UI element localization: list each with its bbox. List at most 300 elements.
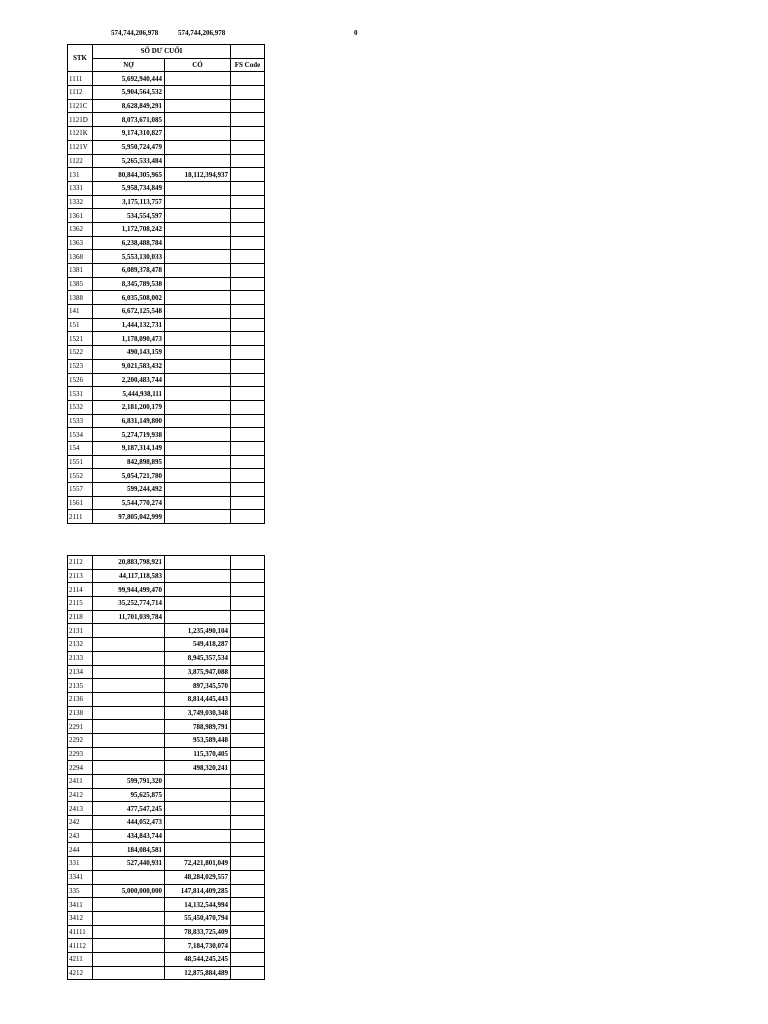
table-row: [68, 168, 265, 182]
table-row: [68, 154, 265, 168]
credit-cell: [165, 86, 231, 100]
debit-cell: 477,547,245: [93, 802, 165, 816]
debit-cell: 184,084,581: [93, 843, 165, 857]
debit-cell: 6,035,508,002: [93, 291, 165, 305]
fs-code-cell: [231, 610, 265, 624]
table-row: [68, 624, 265, 638]
header-fs-code: FS Code: [231, 58, 265, 72]
fs-code-cell: [231, 195, 265, 209]
account-code-cell: 2133: [68, 651, 93, 665]
account-code-cell: 331: [68, 857, 93, 871]
credit-cell: [165, 291, 231, 305]
credit-cell: 115,370,405: [165, 747, 231, 761]
credit-cell: [165, 816, 231, 830]
fs-code-cell: [231, 911, 265, 925]
table-1-body: [68, 72, 265, 524]
credit-cell: [165, 154, 231, 168]
account-code-cell: 3341: [68, 870, 93, 884]
account-code-cell: 1526: [68, 373, 93, 387]
credit-cell: 8,814,445,443: [165, 692, 231, 706]
fs-code-cell: [231, 692, 265, 706]
table-row: [68, 884, 265, 898]
debit-cell: 9,021,583,432: [93, 359, 165, 373]
fs-code-cell: [231, 332, 265, 346]
table-row: [68, 441, 265, 455]
credit-cell: 55,450,470,794: [165, 911, 231, 925]
fs-code-cell: [231, 455, 265, 469]
credit-cell: 897,345,570: [165, 679, 231, 693]
debit-cell: [93, 679, 165, 693]
account-code-cell: 1523: [68, 359, 93, 373]
account-code-cell: 3411: [68, 898, 93, 912]
fs-code-cell: [231, 428, 265, 442]
fs-code-cell: [231, 870, 265, 884]
account-code-cell: 244: [68, 843, 93, 857]
header-credit: CÓ: [165, 58, 231, 72]
table-row: [68, 496, 265, 510]
table-row: [68, 610, 265, 624]
debit-cell: 5,000,000,000: [93, 884, 165, 898]
fs-code-cell: [231, 236, 265, 250]
account-code-cell: 1112: [68, 86, 93, 100]
debit-cell: [93, 733, 165, 747]
debit-cell: 2,181,200,179: [93, 400, 165, 414]
credit-cell: 1,235,490,104: [165, 624, 231, 638]
fs-code-cell: [231, 222, 265, 236]
account-code-cell: 141: [68, 305, 93, 319]
fs-code-cell: [231, 925, 265, 939]
table-row: [68, 939, 265, 953]
account-code-cell: 41112: [68, 939, 93, 953]
debit-cell: 6,089,378,478: [93, 264, 165, 278]
debit-cell: 5,274,719,938: [93, 428, 165, 442]
fs-code-cell: [231, 788, 265, 802]
table-row: [68, 455, 265, 469]
fs-code-cell: [231, 250, 265, 264]
credit-cell: [165, 359, 231, 373]
account-code-cell: 151: [68, 318, 93, 332]
fs-code-cell: [231, 181, 265, 195]
credit-cell: [165, 441, 231, 455]
fs-code-cell: [231, 291, 265, 305]
fs-code-cell: [231, 583, 265, 597]
debit-cell: 5,950,724,479: [93, 140, 165, 154]
header-debit: NỢ: [93, 58, 165, 72]
fs-code-cell: [231, 802, 265, 816]
table-row: [68, 195, 265, 209]
account-code-cell: 2118: [68, 610, 93, 624]
debit-cell: 3,175,113,757: [93, 195, 165, 209]
credit-cell: 78,833,725,409: [165, 925, 231, 939]
account-code-cell: 2411: [68, 775, 93, 789]
debit-cell: 9,187,314,149: [93, 441, 165, 455]
table-row: [68, 346, 265, 360]
debit-cell: 6,831,149,800: [93, 414, 165, 428]
fs-code-cell: [231, 140, 265, 154]
credit-cell: [165, 597, 231, 611]
account-code-cell: 2412: [68, 788, 93, 802]
debit-cell: 599,244,492: [93, 483, 165, 497]
table-row: [68, 816, 265, 830]
credit-cell: [165, 209, 231, 223]
fs-code-cell: [231, 720, 265, 734]
table-row: [68, 318, 265, 332]
debit-cell: [93, 624, 165, 638]
account-code-cell: 1361: [68, 209, 93, 223]
account-code-cell: 1111: [68, 72, 93, 86]
credit-cell: 8,945,357,534: [165, 651, 231, 665]
account-code-cell: 2113: [68, 569, 93, 583]
fs-code-cell: [231, 86, 265, 100]
debit-cell: 1,178,090,473: [93, 332, 165, 346]
credit-cell: [165, 277, 231, 291]
fs-code-cell: [231, 483, 265, 497]
credit-cell: [165, 264, 231, 278]
credit-cell: [165, 510, 231, 524]
fs-code-cell: [231, 638, 265, 652]
account-code-cell: 1331: [68, 181, 93, 195]
fs-code-cell: [231, 733, 265, 747]
account-code-cell: 1121V: [68, 140, 93, 154]
table-row: [68, 250, 265, 264]
fs-code-cell: [231, 414, 265, 428]
account-code-cell: 1388: [68, 291, 93, 305]
account-code-cell: 2136: [68, 692, 93, 706]
account-code-cell: 1332: [68, 195, 93, 209]
debit-cell: [93, 747, 165, 761]
table-row: [68, 788, 265, 802]
fs-code-cell: [231, 469, 265, 483]
table-row: [68, 209, 265, 223]
fs-code-cell: [231, 665, 265, 679]
table-row: [68, 72, 265, 86]
account-code-cell: 1122: [68, 154, 93, 168]
credit-cell: [165, 556, 231, 570]
credit-cell: [165, 455, 231, 469]
table-row: [68, 775, 265, 789]
table-row: [68, 829, 265, 843]
credit-cell: 48,284,029,557: [165, 870, 231, 884]
debit-cell: 11,701,039,784: [93, 610, 165, 624]
table-row: [68, 140, 265, 154]
fs-code-cell: [231, 816, 265, 830]
account-code-cell: 2132: [68, 638, 93, 652]
balance-table-2: [67, 555, 265, 980]
account-code-cell: 2294: [68, 761, 93, 775]
table-row: [68, 597, 265, 611]
debit-cell: [93, 665, 165, 679]
table-row: [68, 373, 265, 387]
debit-cell: 6,672,125,548: [93, 305, 165, 319]
debit-cell: 599,791,320: [93, 775, 165, 789]
debit-cell: 5,265,533,484: [93, 154, 165, 168]
credit-cell: [165, 829, 231, 843]
account-code-cell: 41111: [68, 925, 93, 939]
fs-code-cell: [231, 624, 265, 638]
total-credit-label: 574,744,206,978: [178, 29, 226, 37]
credit-cell: [165, 610, 231, 624]
table-row: [68, 843, 265, 857]
table-row: [68, 651, 265, 665]
debit-cell: 490,143,159: [93, 346, 165, 360]
table-row: [68, 720, 265, 734]
table-2-body: [68, 556, 265, 980]
table-row: [68, 706, 265, 720]
table-row: [68, 870, 265, 884]
fs-code-cell: [231, 747, 265, 761]
table-row: [68, 181, 265, 195]
account-code-cell: 2135: [68, 679, 93, 693]
credit-cell: [165, 318, 231, 332]
debit-cell: 5,444,938,111: [93, 387, 165, 401]
table-row: [68, 359, 265, 373]
debit-cell: [93, 720, 165, 734]
fs-code-cell: [231, 264, 265, 278]
table-row: [68, 414, 265, 428]
debit-cell: [93, 638, 165, 652]
table-row: [68, 277, 265, 291]
account-code-cell: 1121K: [68, 127, 93, 141]
fs-code-cell: [231, 939, 265, 953]
table-row: [68, 222, 265, 236]
table-row: [68, 305, 265, 319]
debit-cell: 5,904,564,532: [93, 86, 165, 100]
account-code-cell: 2111: [68, 510, 93, 524]
credit-cell: [165, 483, 231, 497]
account-code-cell: 4211: [68, 952, 93, 966]
debit-cell: 20,883,798,921: [93, 556, 165, 570]
credit-cell: [165, 236, 231, 250]
account-code-cell: 1533: [68, 414, 93, 428]
table-row: [68, 583, 265, 597]
table-row: [68, 952, 265, 966]
credit-cell: [165, 113, 231, 127]
debit-cell: 5,553,130,033: [93, 250, 165, 264]
fs-code-cell: [231, 277, 265, 291]
account-code-cell: 1121C: [68, 99, 93, 113]
fs-code-cell: [231, 857, 265, 871]
debit-cell: [93, 939, 165, 953]
debit-cell: 434,843,744: [93, 829, 165, 843]
debit-cell: 444,052,473: [93, 816, 165, 830]
account-code-cell: 1551: [68, 455, 93, 469]
table-row: [68, 264, 265, 278]
table-row: [68, 127, 265, 141]
table-row: [68, 911, 265, 925]
fs-code-cell: [231, 966, 265, 980]
account-code-cell: 1121D: [68, 113, 93, 127]
fs-code-cell: [231, 209, 265, 223]
debit-cell: 95,625,875: [93, 788, 165, 802]
credit-cell: [165, 222, 231, 236]
table-row: [68, 428, 265, 442]
fs-code-cell: [231, 775, 265, 789]
debit-cell: 1,172,708,242: [93, 222, 165, 236]
table-row: [68, 898, 265, 912]
table-row: [68, 761, 265, 775]
account-code-cell: 154: [68, 441, 93, 455]
account-code-cell: 2114: [68, 583, 93, 597]
table-row: [68, 802, 265, 816]
credit-cell: [165, 428, 231, 442]
credit-cell: [165, 569, 231, 583]
debit-cell: [93, 925, 165, 939]
credit-cell: [165, 400, 231, 414]
account-code-cell: 2293: [68, 747, 93, 761]
table-row: [68, 483, 265, 497]
account-code-cell: 2413: [68, 802, 93, 816]
debit-cell: 5,692,940,444: [93, 72, 165, 86]
debit-cell: 2,200,483,744: [93, 373, 165, 387]
credit-cell: [165, 305, 231, 319]
fs-code-cell: [231, 387, 265, 401]
fs-code-cell: [231, 679, 265, 693]
credit-cell: [165, 583, 231, 597]
debit-cell: 97,805,042,999: [93, 510, 165, 524]
debit-cell: 5,958,734,849: [93, 181, 165, 195]
credit-cell: [165, 127, 231, 141]
debit-cell: 534,554,597: [93, 209, 165, 223]
table-row: [68, 857, 265, 871]
table-row: [68, 236, 265, 250]
fs-code-cell: [231, 168, 265, 182]
fs-code-cell: [231, 359, 265, 373]
header-empty: [231, 45, 265, 59]
fs-code-cell: [231, 898, 265, 912]
fs-code-cell: [231, 761, 265, 775]
credit-cell: 3,875,947,088: [165, 665, 231, 679]
fs-code-cell: [231, 884, 265, 898]
account-code-cell: 1532: [68, 400, 93, 414]
debit-cell: [93, 952, 165, 966]
table-row: [68, 113, 265, 127]
account-code-cell: 2134: [68, 665, 93, 679]
account-code-cell: 2131: [68, 624, 93, 638]
table-row: [68, 733, 265, 747]
credit-cell: [165, 788, 231, 802]
credit-cell: [165, 802, 231, 816]
debit-cell: [93, 651, 165, 665]
table-row: [68, 556, 265, 570]
header-stk: STK: [68, 45, 93, 72]
credit-cell: 498,320,241: [165, 761, 231, 775]
debit-cell: 8,345,789,538: [93, 277, 165, 291]
debit-cell: 8,073,671,085: [93, 113, 165, 127]
fs-code-cell: [231, 318, 265, 332]
fs-code-cell: [231, 72, 265, 86]
credit-cell: [165, 469, 231, 483]
account-code-cell: 3412: [68, 911, 93, 925]
fs-code-cell: [231, 556, 265, 570]
fs-code-cell: [231, 373, 265, 387]
credit-cell: [165, 496, 231, 510]
debit-cell: 80,844,305,965: [93, 168, 165, 182]
fs-code-cell: [231, 829, 265, 843]
debit-cell: [93, 692, 165, 706]
credit-cell: [165, 250, 231, 264]
table-row: [68, 966, 265, 980]
debit-cell: 842,898,895: [93, 455, 165, 469]
table-row: [68, 469, 265, 483]
table-row: [68, 638, 265, 652]
table-row: [68, 747, 265, 761]
credit-cell: 14,132,544,994: [165, 898, 231, 912]
account-code-cell: 1385: [68, 277, 93, 291]
fs-code-cell: [231, 400, 265, 414]
debit-cell: [93, 911, 165, 925]
credit-cell: [165, 387, 231, 401]
debit-cell: 6,238,488,784: [93, 236, 165, 250]
credit-cell: 48,544,245,245: [165, 952, 231, 966]
credit-cell: 72,421,801,049: [165, 857, 231, 871]
table-row: [68, 332, 265, 346]
credit-cell: 147,814,409,285: [165, 884, 231, 898]
credit-cell: [165, 181, 231, 195]
account-code-cell: 2112: [68, 556, 93, 570]
account-code-cell: 1381: [68, 264, 93, 278]
debit-cell: 1,444,132,731: [93, 318, 165, 332]
account-code-cell: 131: [68, 168, 93, 182]
account-code-cell: 4212: [68, 966, 93, 980]
fs-code-cell: [231, 305, 265, 319]
account-code-cell: 1363: [68, 236, 93, 250]
account-code-cell: 1368: [68, 250, 93, 264]
credit-cell: [165, 332, 231, 346]
account-code-cell: 2292: [68, 733, 93, 747]
fs-code-cell: [231, 706, 265, 720]
fs-code-cell: [231, 496, 265, 510]
debit-cell: 527,440,931: [93, 857, 165, 871]
table-row: [68, 86, 265, 100]
debit-cell: 8,628,849,291: [93, 99, 165, 113]
total-debit-label: 574,744,206,978: [111, 29, 159, 37]
fs-code-cell: [231, 952, 265, 966]
credit-cell: 788,989,791: [165, 720, 231, 734]
table-row: [68, 679, 265, 693]
credit-cell: [165, 72, 231, 86]
fs-code-cell: [231, 99, 265, 113]
debit-cell: 9,174,310,827: [93, 127, 165, 141]
credit-cell: [165, 373, 231, 387]
fs-code-cell: [231, 127, 265, 141]
account-code-cell: 335: [68, 884, 93, 898]
table-row: [68, 291, 265, 305]
credit-cell: 3,749,030,348: [165, 706, 231, 720]
table-row: [68, 99, 265, 113]
account-code-cell: 1521: [68, 332, 93, 346]
debit-cell: [93, 706, 165, 720]
credit-cell: [165, 99, 231, 113]
fs-code-cell: [231, 569, 265, 583]
account-code-cell: 1522: [68, 346, 93, 360]
credit-cell: 953,589,448: [165, 733, 231, 747]
credit-cell: [165, 140, 231, 154]
fs-code-cell: [231, 651, 265, 665]
credit-cell: [165, 195, 231, 209]
table-row: [68, 387, 265, 401]
fs-code-cell: [231, 597, 265, 611]
fs-code-cell: [231, 113, 265, 127]
account-code-cell: 243: [68, 829, 93, 843]
table-row: [68, 510, 265, 524]
account-code-cell: 2291: [68, 720, 93, 734]
account-code-cell: 242: [68, 816, 93, 830]
debit-cell: [93, 966, 165, 980]
fs-code-cell: [231, 441, 265, 455]
account-code-cell: 1362: [68, 222, 93, 236]
account-code-cell: 1552: [68, 469, 93, 483]
difference-label: 0: [354, 29, 358, 37]
